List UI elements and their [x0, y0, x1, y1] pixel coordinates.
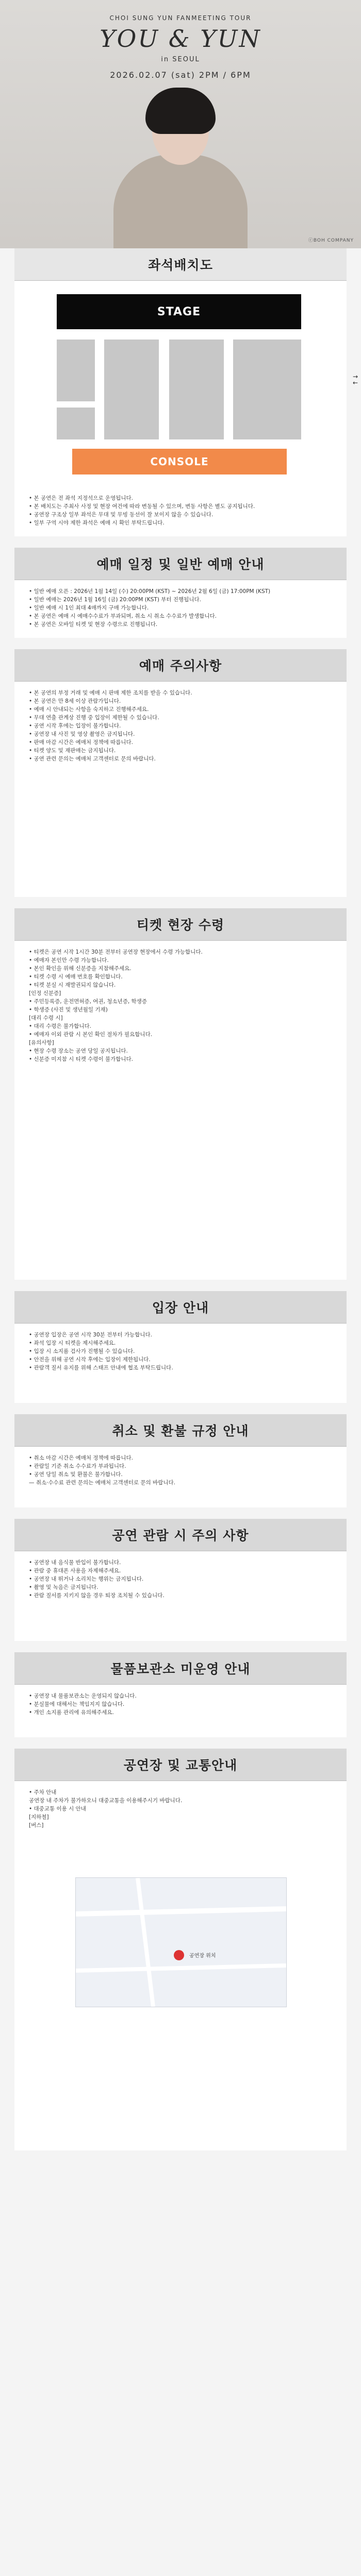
hero-subtitle: CHOI SUNG YUN FANMEETING TOUR — [109, 14, 252, 22]
caution-notes — [14, 682, 347, 897]
seat-map — [14, 281, 358, 487]
seat-notes — [14, 487, 347, 536]
ticket-note: [유의사항] — [29, 1040, 54, 1046]
manners-note: • 관람 중 휴대폰 사용을 자제해주세요. — [29, 1568, 121, 1574]
caution-section — [14, 649, 347, 897]
entry-section — [14, 1291, 347, 1403]
seat-block-left-bottom — [57, 408, 95, 439]
venue-map[interactable] — [75, 1877, 287, 2007]
console-block: CONSOLE — [72, 449, 287, 474]
ticket-note: [대리 수령 시] — [29, 1015, 63, 1021]
seat-note: • 일부 구역 시야 제한 좌석은 예매 시 확인 부탁드립니다. — [29, 520, 165, 526]
ticket-section — [14, 908, 347, 1280]
storage-section — [14, 1652, 347, 1737]
ticket-notes — [14, 941, 347, 1280]
ticket-note: [인정 신분증] — [29, 990, 61, 996]
caution-note: • 본 공연은 만 8세 이상 관람가입니다. — [29, 698, 121, 704]
seat-section — [14, 248, 358, 536]
caution-note: • 판매 마감 시간은 예매처 정책에 따릅니다. — [29, 739, 133, 745]
ticket-note: • 예매자 본인만 수령 가능합니다. — [29, 957, 109, 963]
caution-note: • 예매 시 안내되는 사항을 숙지하고 진행해주세요. — [29, 706, 149, 713]
entry-note: • 입장 시 소지품 검사가 진행될 수 있습니다. — [29, 1348, 135, 1354]
map-graphic — [76, 1878, 286, 2007]
map-bg — [76, 1878, 286, 2007]
artist-portrait — [113, 82, 248, 248]
caution-note: • 공연장 내 사진 및 영상 촬영은 금지됩니다. — [29, 731, 135, 737]
refund-notes — [14, 1447, 347, 1507]
schedule-note: • 일반 예매 시 1인 최대 4매까지 구매 가능합니다. — [29, 605, 149, 611]
schedule-note: • 일반 예매 오픈 : 2026년 1월 14일 (수) 20:00PM (KST) ~ 2026년 2월 6일 (금) 17:00PM (KST) — [29, 588, 271, 595]
hero-title: YOU & YUN — [100, 25, 261, 53]
venue-subheading: [버스] — [29, 1822, 44, 1828]
ticket-note: • 학생증 (사진 및 생년월일 기재) — [29, 1007, 108, 1013]
refund-note: — 취소·수수료 관련 문의는 예매처 고객센터로 문의 바랍니다. — [29, 1480, 175, 1486]
manners-note: • 공연장 내 뛰거나 소리치는 행위는 금지됩니다. — [29, 1576, 144, 1582]
venue-note: • 주차 안내 — [29, 1789, 57, 1795]
caution-note: • 티켓 양도 및 재판매는 금지됩니다. — [29, 748, 116, 754]
venue-title: 공연장 및 교통안내 — [14, 1749, 347, 1781]
storage-notes — [14, 1685, 347, 1737]
manners-section — [14, 1519, 347, 1641]
hero-city — [0, 56, 361, 63]
seat-note: • 본 배치도는 주최사 사정 및 현장 여건에 따라 변동될 수 있으며, 변동 사항은 별도 공지됩니다. — [29, 503, 255, 510]
seat-note: • 공연장 구조상 일부 좌석은 무대 및 무빙 동선이 잘 보이지 않을 수 있습니다. — [29, 512, 214, 518]
ticket-note: • 본인 확인을 위해 신분증을 지참해주세요. — [29, 965, 132, 972]
ticket-note: • 주민등록증, 운전면허증, 여권, 청소년증, 학생증 — [29, 998, 147, 1005]
entry-title: 입장 안내 — [14, 1291, 347, 1324]
entry-note: • 안전을 위해 공연 시작 후에는 입장이 제한됩니다. — [29, 1357, 151, 1363]
portrait-body — [113, 155, 248, 248]
storage-title: 물품보관소 미운영 안내 — [14, 1652, 347, 1685]
refund-note: • 공연 당일 취소 및 환불은 불가합니다. — [29, 1471, 123, 1478]
entry-notes — [14, 1324, 347, 1403]
ticket-note: • 티켓은 공연 시작 1시간 30분 전부터 공연장 현장에서 수령 가능합니다. — [29, 949, 203, 955]
seat-note: • 본 공연은 전 좌석 지정석으로 운영됩니다. — [29, 495, 133, 501]
map-label: 공연장 위치 — [189, 1953, 216, 1959]
venue-note: • 대중교통 이용 시 안내 — [29, 1806, 86, 1812]
schedule-note: • 본 공연은 예매 시 예매수수료가 부과되며, 취소 시 취소 수수료가 발생합니다. — [29, 613, 217, 619]
venue-section — [14, 1749, 347, 2150]
hero-poster — [0, 0, 361, 248]
entry-note: • 좌석 입장 시 티켓을 제시해주세요. — [29, 1340, 116, 1346]
manners-notes — [14, 1551, 347, 1641]
refund-section — [14, 1414, 347, 1507]
refund-note: • 취소 마감 시간은 예매처 정책에 따릅니다. — [29, 1455, 133, 1461]
caution-note: • 공연 시작 후에는 입장이 불가합니다. — [29, 723, 121, 729]
schedule-section — [14, 548, 347, 638]
ticket-note: • 티켓 분실 시 재발권되지 않습니다. — [29, 982, 116, 988]
venue-subheading: [지하철] — [29, 1814, 49, 1820]
caution-note: • 본 공연의 부정 거래 및 예매 시 판매 제한 조치를 받을 수 있습니다. — [29, 690, 192, 696]
ticket-note: • 티켓 수령 시 예매 번호를 확인합니다. — [29, 974, 123, 980]
ticket-note: • 예매자 이외 관람 시 본인 확인 절차가 필요합니다. — [29, 1031, 153, 1038]
schedule-note: • 본 공연은 모바일 티켓 및 현장 수령으로 진행됩니다. — [29, 621, 158, 628]
manners-title: 공연 관람 시 주의 사항 — [14, 1519, 347, 1551]
caution-note: • 공연 관련 문의는 예매처 고객센터로 문의 바랍니다. — [29, 756, 156, 762]
schedule-note: • 일반 예매는 2026년 1월 16일 (금) 20:00PM (KST) 부터 진행됩니다. — [29, 597, 201, 603]
hero-city-name: SEOUL — [172, 56, 200, 63]
manners-note: • 공연장 내 음식물 반입이 불가합니다. — [29, 1560, 121, 1566]
stage-block: STAGE — [57, 294, 301, 329]
manners-note: • 관람 질서를 지키지 않을 경우 퇴장 조치될 수 있습니다. — [29, 1592, 165, 1599]
seat-block-center-left — [104, 340, 159, 439]
entrance-arrow-icon: → ← — [352, 373, 358, 386]
caution-title: 예매 주의사항 — [14, 649, 347, 682]
ticket-note: • 신분증 미지참 시 티켓 수령이 불가합니다. — [29, 1056, 133, 1062]
ticket-note: • 대리 수령은 불가합니다. — [29, 1023, 91, 1029]
ticket-title: 티켓 현장 수령 — [14, 908, 347, 941]
hero-date: 2026.02.07 (sat) 2PM / 6PM — [110, 70, 251, 80]
seat-section-title: 좌석배치도 — [14, 248, 347, 281]
photo-credit: ⓒBOH COMPANY — [308, 238, 354, 243]
entry-note: • 공연장 입장은 공연 시작 30분 전부터 가능합니다. — [29, 1332, 152, 1338]
seat-block-center-right — [169, 340, 224, 439]
refund-note: • 관람일 기준 취소 수수료가 부과됩니다. — [29, 1463, 126, 1469]
seat-block-right — [233, 340, 301, 439]
storage-note: • 개인 소지품 관리에 유의해주세요. — [29, 1709, 114, 1716]
schedule-notes — [14, 580, 347, 638]
map-pin-icon — [174, 1950, 184, 1960]
schedule-title: 예매 일정 및 일반 예매 안내 — [14, 548, 347, 580]
portrait-hair — [145, 88, 216, 134]
storage-note: • 분실물에 대해서는 책임지지 않습니다. — [29, 1701, 125, 1707]
storage-note: • 공연장 내 물품보관소는 운영되지 않습니다. — [29, 1693, 137, 1699]
caution-note: • 무대 연출 관계상 진행 중 입장이 제한될 수 있습니다. — [29, 715, 159, 721]
ticket-note: • 현장 수령 장소는 공연 당일 공지됩니다. — [29, 1048, 128, 1054]
venue-notes — [14, 1781, 347, 1839]
manners-note: • 촬영 및 녹음은 금지됩니다. — [29, 1584, 99, 1590]
venue-note: 공연장 내 주차가 불가하오니 대중교통을 이용해주시기 바랍니다. — [29, 1798, 183, 1804]
seat-block-left-top — [57, 340, 95, 401]
hero-city-prefix: in — [161, 56, 170, 63]
refund-title: 취소 및 환불 규정 안내 — [14, 1414, 347, 1447]
entry-note: • 관람객 질서 유지를 위해 스태프 안내에 협조 부탁드립니다. — [29, 1365, 173, 1371]
